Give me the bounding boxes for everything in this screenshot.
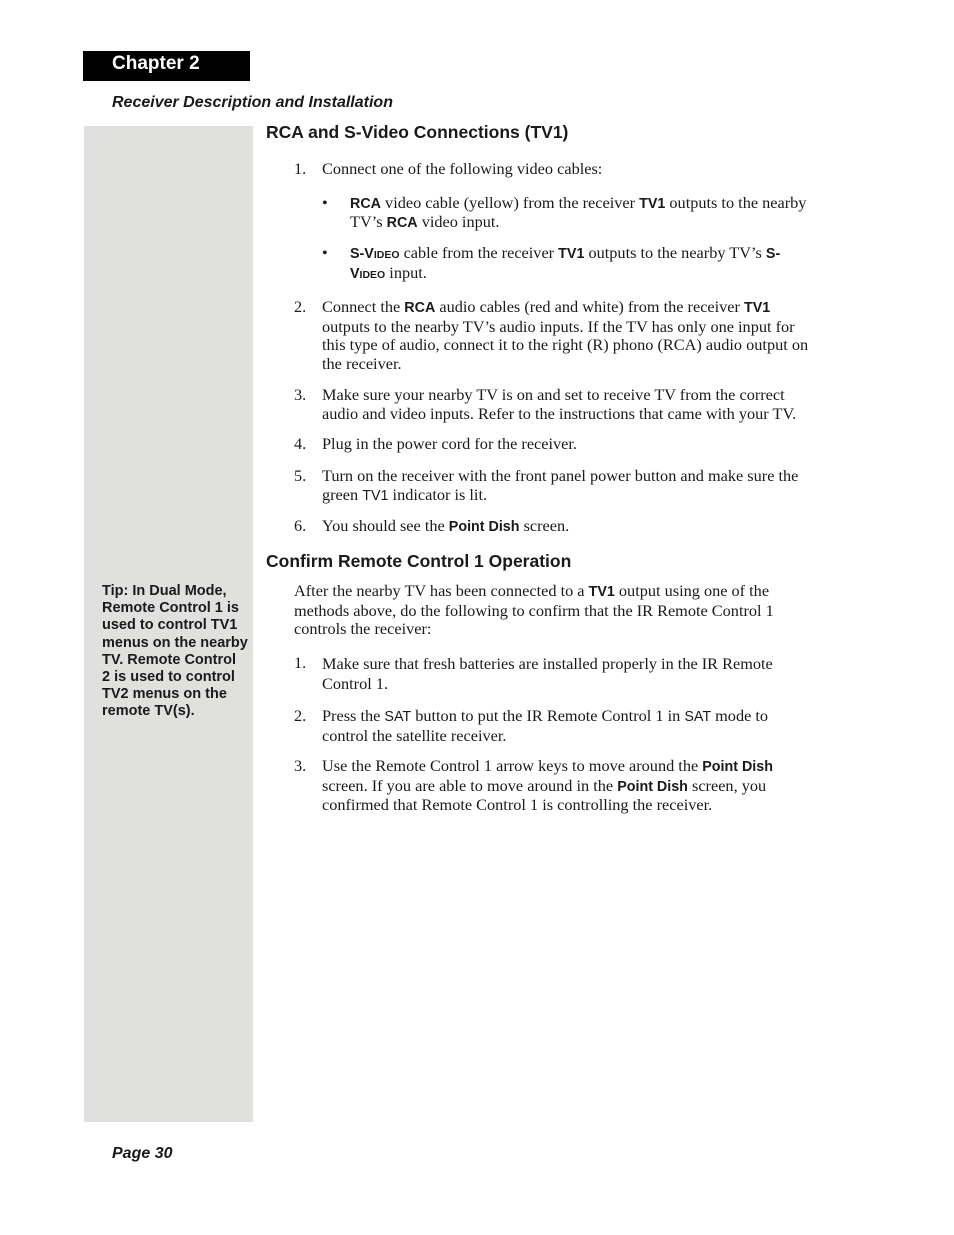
step-text: You should see the Point Dish screen. <box>322 516 570 535</box>
step-text: Make sure your nearby TV is on and set to receive TV from the correct audio and video inputs. Refer to the instructions that came with your TV. <box>322 385 797 423</box>
bullet-svideo: S-VIDEO cable from the receiver TV1 outputs to the nearby TV’s S- VIDEO input. <box>350 243 781 282</box>
step-number: 5. <box>294 466 307 485</box>
step-number: 4. <box>294 434 307 453</box>
step-text: Make sure that fresh batteries are installed properly in the IR Remote Control 1. <box>322 654 773 693</box>
intro-paragraph: After the nearby TV has been connected to a TV1 output using one of the methods above, do the following to confirm that the IR Remote Control 1 controls the receiver: <box>294 581 774 639</box>
step-number: 2. <box>294 706 307 725</box>
step-number: 2. <box>294 297 307 316</box>
step-text: Turn on the receiver with the front panel power button and make sure the green TV1 indicator is lit. <box>322 466 799 504</box>
step-number: 6. <box>294 516 307 535</box>
running-head: Receiver Description and Installation <box>112 94 393 111</box>
page-number: Page 30 <box>112 1145 173 1162</box>
bullet-rca: RCA video cable (yellow) from the receiver TV1 outputs to the nearby TV’s RCA video input. <box>350 193 807 231</box>
step-text: Press the SAT button to put the IR Remote Control 1 in SAT mode to control the satellite receiver. <box>322 706 769 745</box>
step-number: 3. <box>294 385 307 404</box>
section-heading-rca: RCA and S-Video Connections (TV1) <box>266 122 569 142</box>
bullet-icon: • <box>322 243 328 262</box>
step-text: Connect one of the following video cables: <box>322 159 603 178</box>
tip-note: Tip: In Dual Mode, Remote Control 1 is used to control TV1 menus on the nearby TV. Remote Control 2 is used to control TV2 menus on the remote TV(s). <box>102 583 248 720</box>
section-heading-remote: Confirm Remote Control 1 Operation <box>266 551 572 571</box>
bullet-icon: • <box>322 193 328 212</box>
step-text: Connect the RCA audio cables (red and white) from the receiver TV1 outputs to the nearby TV’s audio inputs. If the TV has only one input for this type of audio, connect it to the right (R) phono (RCA) audio output on the receiver. <box>322 297 809 374</box>
chapter-label: Chapter 2 <box>112 53 200 74</box>
chapter-tab <box>83 51 250 81</box>
step-text: Plug in the power cord for the receiver. <box>322 434 577 453</box>
step-text: Use the Remote Control 1 arrow keys to move around the Point Dish screen. If you are able to move around in the Point Dish screen, you confirmed that Remote Control 1 is controlling the receiver. <box>322 756 773 815</box>
step-number: 1. <box>294 653 307 672</box>
step-number: 3. <box>294 756 307 775</box>
step-number: 1. <box>294 159 307 178</box>
